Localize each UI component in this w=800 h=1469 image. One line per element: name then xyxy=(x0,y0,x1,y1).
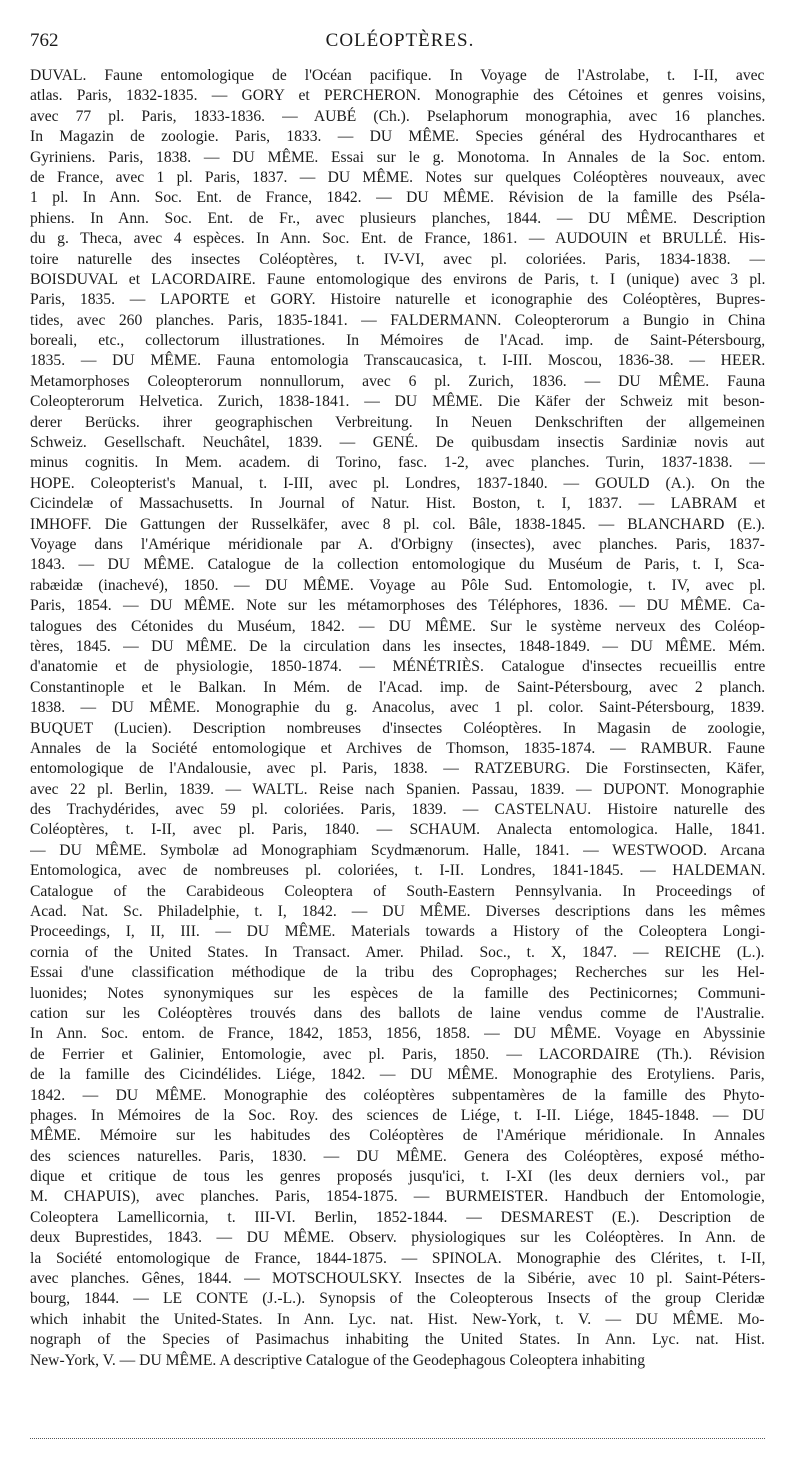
text-line: In Ann. Soc. entom. de France, 1842, 1853, 1856, 1858. — DU MÊME. Voyage en Abyssinie xyxy=(30,1025,765,1043)
text-line: MÊME. Mémoire sur les habitudes des Coléoptères de l'Amérique méridionale. In Annales xyxy=(30,1127,765,1145)
footer-dotted-rule xyxy=(30,1438,765,1439)
text-line: Acad. Nat. Sc. Philadelphie, t. I, 1842. — DU MÊME. Diverses descriptions dans les mêmes xyxy=(30,903,765,921)
text-line: IMHOFF. Die Gattungen der Russelkäfer, avec 8 pl. col. Bâle, 1838-1845. — BLANCHARD (E.). xyxy=(30,515,765,533)
text-line: Voyage dans l'Amérique méridionale par A. d'Orbigny (insectes), avec planches. Paris, 1837- xyxy=(30,535,765,553)
text-line: Cicindelæ of Massachusetts. In Journal of Natur. Hist. Boston, t. I, 1837. — LABRAM et xyxy=(30,495,765,513)
page-header xyxy=(30,30,770,58)
text-line: avec planches. Gênes, 1844. — MOTSCHOULSKY. Insectes de la Sibérie, avec 10 pl. Saint-Péters- xyxy=(30,1270,765,1288)
text-line: rabæidæ (inachevé), 1850. — DU MÊME. Voyage au Pôle Sud. Entomologie, t. IV, avec pl. xyxy=(30,576,765,594)
text-line: Schweiz. Gesellschaft. Neuchâtel, 1839. — GENÉ. De quibusdam insectis Sardiniæ novis aut xyxy=(30,434,765,452)
text-line: which inhabit the United-States. In Ann. Lyc. nat. Hist. New-York, t. V. — DU MÊME. Mo- xyxy=(30,1310,765,1328)
text-line: New-York, V. — DU MÊME. A descriptive Catalogue of the Geodephagous Coleoptera inhabiting xyxy=(30,1351,645,1369)
text-line: In Magazin de zoologie. Paris, 1833. — DU MÊME. Species général des Hydrocanthares et xyxy=(30,128,765,146)
text-line: cation sur les Coléoptères trouvés dans des ballots de laine vendus comme de l'Australie. xyxy=(30,1004,765,1022)
running-head: COLÉOPTÈRES. xyxy=(325,30,475,51)
text-line: 1 pl. In Ann. Soc. Ent. de France, 1842. — DU MÊME. Révision de la famille des Pséla- xyxy=(30,189,765,207)
text-line: Coleoptera Lamellicornia, t. III-VI. Berlin, 1852-1844. — DESMAREST (E.). Description de xyxy=(30,1208,765,1226)
text-line: d'anatomie et de physiologie, 1850-1874. — MÉNÉTRIÈS. Catalogue d'insectes recueillis entre xyxy=(30,658,765,676)
text-line: avec 22 pl. Berlin, 1839. — WALTL. Reise nach Spanien. Passau, 1839. — DUPONT. Monographie xyxy=(30,780,765,798)
text-line: tides, avec 260 planches. Paris, 1835-1841. — FALDERMANN. Coleopterorum a Bungio in China xyxy=(30,311,765,329)
text-line: de Ferrier et Galinier, Entomologie, avec pl. Paris, 1850. — LACORDAIRE (Th.). Révision xyxy=(30,1045,765,1063)
text-line: M. CHAPUIS), avec planches. Paris, 1854-1875. — BURMEISTER. Handbuch der Entomologie, xyxy=(30,1188,765,1206)
text-line: Annales de la Société entomologique et Archives de Thomson, 1835-1874. — RAMBUR. Faune xyxy=(30,739,765,757)
text-line: Gyriniens. Paris, 1838. — DU MÊME. Essai sur le g. Monotoma. In Annales de la Soc. entom. xyxy=(30,148,765,166)
page-number: 762 xyxy=(30,30,59,51)
text-line: luonides; Notes synonymiques sur les espèces de la famille des Pectinicornes; Communi- xyxy=(30,984,765,1002)
text-line: Coléoptères, t. I-II, avec pl. Paris, 1840. — SCHAUM. Analecta entomologica. Halle, 1841. xyxy=(30,821,765,839)
text-line: des Trachydérides, avec 59 pl. coloriées. Paris, 1839. — CASTELNAU. Histoire naturelle des xyxy=(30,801,765,819)
text-line: derer Berücks. ihrer geographischen Verbreitung. In Neuen Denkschriften der allgemeinen xyxy=(30,413,765,431)
text-line: phiens. In Ann. Soc. Ent. de Fr., avec plusieurs planches, 1844. — DU MÊME. Description xyxy=(30,209,765,227)
text-line: Constantinople et le Balkan. In Mém. de l'Acad. imp. de Saint-Pétersbourg, avec 2 planch. xyxy=(30,678,765,696)
text-line: Essai d'une classification méthodique de la tribu des Coprophages; Recherches sur les Hel- xyxy=(30,964,765,982)
text-line: entomologique de l'Andalousie, avec pl. Paris, 1838. — RATZEBURG. Die Forstinsecten, Käfer, xyxy=(30,760,765,778)
text-line: Metamorphoses Coleopterorum nonnullorum, avec 6 pl. Zurich, 1836. — DU MÊME. Fauna xyxy=(30,372,765,390)
text-line: deux Buprestides, 1843. — DU MÊME. Observ. physiologiques sur les Coléoptères. In Ann. de xyxy=(30,1229,765,1247)
text-line: Entomologica, avec de nombreuses pl. coloriées, t. I-II. Londres, 1841-1845. — HALDEMAN. xyxy=(30,862,765,880)
text-line: tères, 1845. — DU MÊME. De la circulation dans les insectes, 1848-1849. — DU MÊME. Mém. xyxy=(30,637,765,655)
text-line: dique et critique de tous les genres proposés jusqu'ici, t. I-XI (les deux derniers vol., par xyxy=(30,1168,765,1186)
text-line: toire naturelle des insectes Coléoptères, t. IV-VI, avec pl. coloriées. Paris, 1834-1838. — xyxy=(30,250,765,268)
text-line: 1835. — DU MÊME. Fauna entomologia Transcaucasica, t. I-III. Moscou, 1836-38. — HEER. xyxy=(30,352,765,370)
text-line: cornia of the United States. In Transact. Amer. Philad. Soc., t. X, 1847. — REICHE (L.). xyxy=(30,943,765,961)
text-line: HOPE. Coleopterist's Manual, t. I-III, avec pl. Londres, 1837-1840. — GOULD (A.). On the xyxy=(30,474,765,492)
bibliography-text xyxy=(30,66,765,1371)
text-line: bourg, 1844. — LE CONTE (J.-L.). Synopsis of the Coleopterous Insects of the group Cleridæ xyxy=(30,1290,765,1308)
text-line: Catalogue of the Carabideous Coleoptera of South-Eastern Pennsylvania. In Proceedings of xyxy=(30,882,765,900)
text-line: BOISDUVAL et LACORDAIRE. Faune entomologique des environs de Paris, t. I (unique) avec 3 pl. xyxy=(30,270,765,288)
text-line: talogues des Cétonides du Muséum, 1842. — DU MÊME. Sur le système nerveux des Coléop- xyxy=(30,617,765,635)
text-line: 1842. — DU MÊME. Monographie des coléoptères subpentamères de la famille des Phyto- xyxy=(30,1086,765,1104)
text-line: 1843. — DU MÊME. Catalogue de la collection entomologique du Muséum de Paris, t. I, Sca- xyxy=(30,556,765,574)
text-line: des sciences naturelles. Paris, 1830. — DU MÊME. Genera des Coléoptères, exposé métho- xyxy=(30,1147,765,1165)
text-line: Paris, 1854. — DU MÊME. Note sur les métamorphoses des Téléphores, 1836. — DU MÊME. Ca- xyxy=(30,597,765,615)
text-line: minus cognitis. In Mem. academ. di Torino, fasc. 1-2, avec planches. Turin, 1837-1838. — xyxy=(30,454,765,472)
text-line: Paris, 1835. — LAPORTE et GORY. Histoire naturelle et iconographie des Coléoptères, Bupres- xyxy=(30,291,765,309)
text-line: phages. In Mémoires de la Soc. Roy. des sciences de Liége, t. I-II. Liége, 1845-1848. — DU xyxy=(30,1106,765,1124)
text-line: nograph of the Species of Pasimachus inhabiting the United States. In Ann. Lyc. nat. Hist. xyxy=(30,1331,765,1349)
text-line: — DU MÊME. Symbolæ ad Monographiam Scydmænorum. Halle, 1841. — WESTWOOD. Arcana xyxy=(30,841,765,859)
text-line: du g. Theca, avec 4 espèces. In Ann. Soc. Ent. de France, 1861. — AUDOUIN et BRULLÉ. His- xyxy=(30,230,765,248)
text-line: Proceedings, I, II, III. — DU MÊME. Materials towards a History of the Coleoptera Longi- xyxy=(30,923,765,941)
text-line: atlas. Paris, 1832-1835. — GORY et PERCHERON. Monographie des Cétoines et genres voisins, xyxy=(30,87,765,105)
text-line: DUVAL. Faune entomologique de l'Océan pacifique. In Voyage de l'Astrolabe, t. I-II, avec xyxy=(30,67,765,84)
text-line: boreali, etc., collectorum illustrationes. In Mémoires de l'Acad. imp. de Saint-Pétersbourg, xyxy=(30,332,765,350)
text-line: de France, avec 1 pl. Paris, 1837. — DU MÊME. Notes sur quelques Coléoptères nouveaux, avec xyxy=(30,168,765,186)
text-line: Coleopterorum Helvetica. Zurich, 1838-1841. — DU MÊME. Die Käfer der Schweiz mit beson- xyxy=(30,393,765,411)
text-line: la Société entomologique de France, 1844-1875. — SPINOLA. Monographie des Clérites, t. I-II, xyxy=(30,1249,765,1267)
text-line: BUQUET (Lucien). Description nombreuses d'insectes Coléoptères. In Magasin de zoologie, xyxy=(30,719,765,737)
text-line: 1838. — DU MÊME. Monographie du g. Anacolus, avec 1 pl. color. Saint-Pétersbourg, 1839. xyxy=(30,699,765,717)
text-line: avec 77 pl. Paris, 1833-1836. — AUBÉ (Ch.). Pselaphorum monographia, avec 16 planches. xyxy=(30,107,765,125)
text-line: de la famille des Cicindélides. Liége, 1842. — DU MÊME. Monographie des Erotyliens. Paris, xyxy=(30,1066,765,1084)
